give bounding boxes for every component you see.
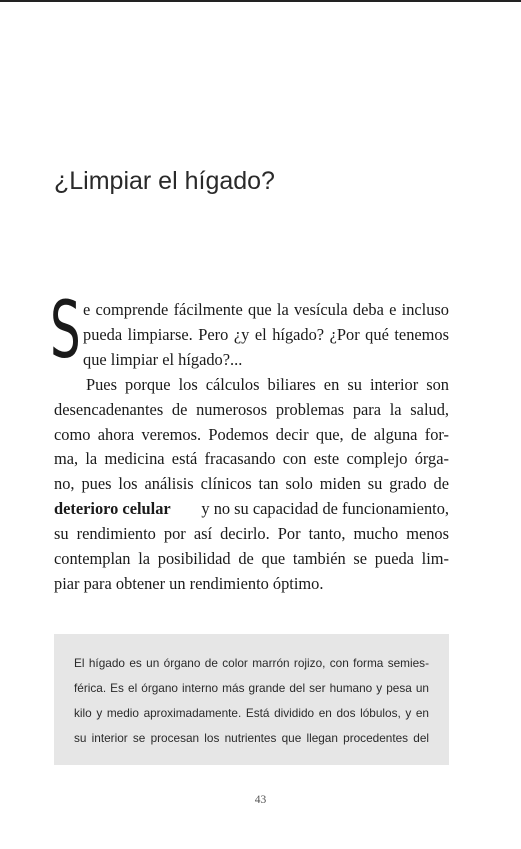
text-line: no, pues los análisis clínicos tan solo miden su grado de xyxy=(54,474,449,494)
text-line: pueda limpiarse. Pero ¿y el hígado? ¿Por qué tenemos xyxy=(83,324,449,344)
info-box-line: kilo y medio aproximadamente. Está dividido en dos lóbulos, y en xyxy=(74,706,429,720)
bold-term: deterioro celular xyxy=(54,499,171,519)
top-rule xyxy=(0,0,521,2)
info-box-line: su interior se procesan los nutrientes que llegan procedentes del xyxy=(74,731,429,745)
chapter-title: ¿Limpiar el hígado? xyxy=(54,167,275,195)
body-text xyxy=(50,286,449,597)
drop-cap: S xyxy=(50,286,81,376)
text-line: su rendimiento por así decirlo. Por tanto, mucho menos xyxy=(54,524,449,544)
info-box-line: férica. Es el órgano interno más grande del ser humano y pesa un xyxy=(74,681,429,695)
text-line: como ahora veremos. Podemos decir que, de alguna for- xyxy=(54,424,449,444)
text-line-with-bold xyxy=(54,497,449,522)
text-line: piar para obtener un rendimiento óptimo. xyxy=(54,573,324,593)
text-line: contemplan la posibilidad de que también se pueda lim- xyxy=(54,549,449,569)
info-box xyxy=(54,634,449,765)
text-line: Pues porque los cálculos biliares en su interior son xyxy=(86,374,449,394)
info-box-line: El hígado es un órgano de color marrón rojizo, con forma semies- xyxy=(74,656,429,670)
text-line: ma, la medicina está fracasando con este complejo órga- xyxy=(54,449,449,469)
text-line: e comprende fácilmente que la vesícula deba e incluso xyxy=(83,300,449,319)
text-line: desencadenantes de numerosos problemas para la salud, xyxy=(54,399,449,419)
page-number: 43 xyxy=(254,794,267,806)
paragraph-main xyxy=(54,373,449,597)
paragraph-intro xyxy=(50,286,449,376)
text-line: que limpiar el hígado?... xyxy=(83,349,243,369)
text-fragment: y no su capacidad de funcionamiento, xyxy=(197,499,449,519)
